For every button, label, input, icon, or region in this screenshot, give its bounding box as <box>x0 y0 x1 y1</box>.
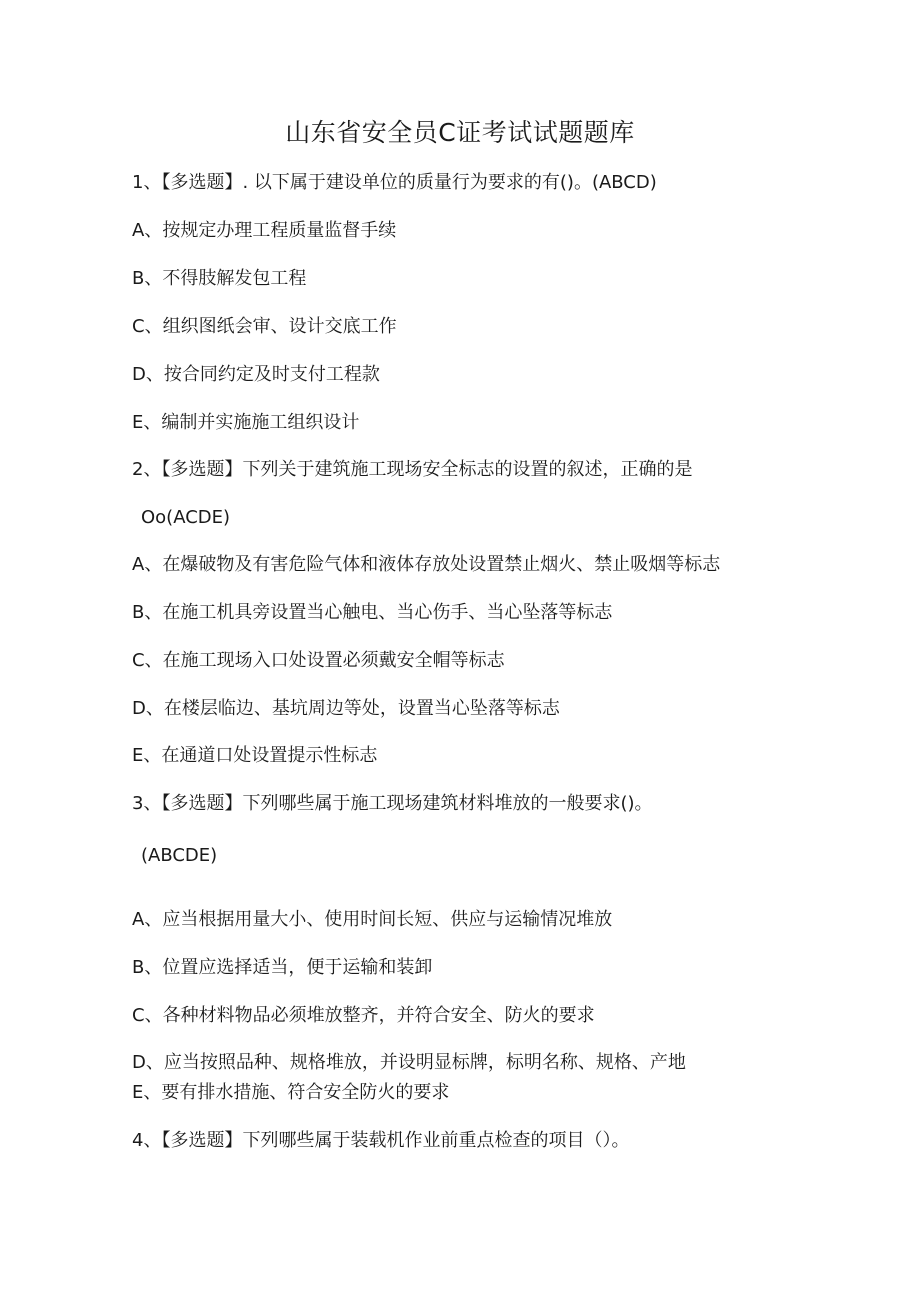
question-1-option-b: B、不得肢解发包工程 <box>132 268 307 289</box>
question-4-stem: 4、【多选题】下列哪些属于装载机作业前重点检查的项目（）。 <box>132 1130 630 1151</box>
question-1-option-a: A、按规定办理工程质量监督手续 <box>132 220 397 241</box>
document-title: 山东省安全员C证考试试题题库 <box>285 118 635 147</box>
question-3-option-d: D、应当按照品种、规格堆放，并设明显标牌，标明名称、规格、产地 <box>132 1052 686 1073</box>
question-2-option-b: B、在施工机具旁设置当心触电、当心伤手、当心坠落等标志 <box>132 602 613 623</box>
question-1-option-c: C、组织图纸会审、设计交底工作 <box>132 316 397 337</box>
question-2-option-a: A、在爆破物及有害危险气体和液体存放处设置禁止烟火、禁止吸烟等标志 <box>132 554 721 575</box>
question-3-option-b: B、位置应选择适当，便于运输和装卸 <box>132 957 433 978</box>
question-1-option-d: D、按合同约定及时支付工程款 <box>132 364 380 385</box>
question-3-option-c: C、各种材料物品必须堆放整齐，并符合安全、防火的要求 <box>132 1005 595 1026</box>
question-3-stem: 3、【多选题】下列哪些属于施工现场建筑材料堆放的一般要求()。 <box>132 793 653 814</box>
question-2-option-c: C、在施工现场入口处设置必须戴安全帽等标志 <box>132 650 505 671</box>
question-1-option-e: E、编制并实施施工组织设计 <box>132 412 360 433</box>
question-3-option-e: E、要有排水措施、符合安全防火的要求 <box>132 1082 450 1103</box>
question-2-option-d: D、在楼层临边、基坑周边等处，设置当心坠落等标志 <box>132 698 560 719</box>
question-1-stem: 1、【多选题】. 以下属于建设单位的质量行为要求的有()。(ABCD) <box>132 172 657 193</box>
question-2-answer: Oo(ACDE) <box>141 507 231 528</box>
question-2-stem: 2、【多选题】下列关于建筑施工现场安全标志的设置的叙述，正确的是 <box>132 459 693 480</box>
question-3-option-a: A、应当根据用量大小、使用时间长短、供应与运输情况堆放 <box>132 909 613 930</box>
question-2-option-e: E、在通道口处设置提示性标志 <box>132 745 378 766</box>
question-3-answer: (ABCDE) <box>141 845 218 866</box>
